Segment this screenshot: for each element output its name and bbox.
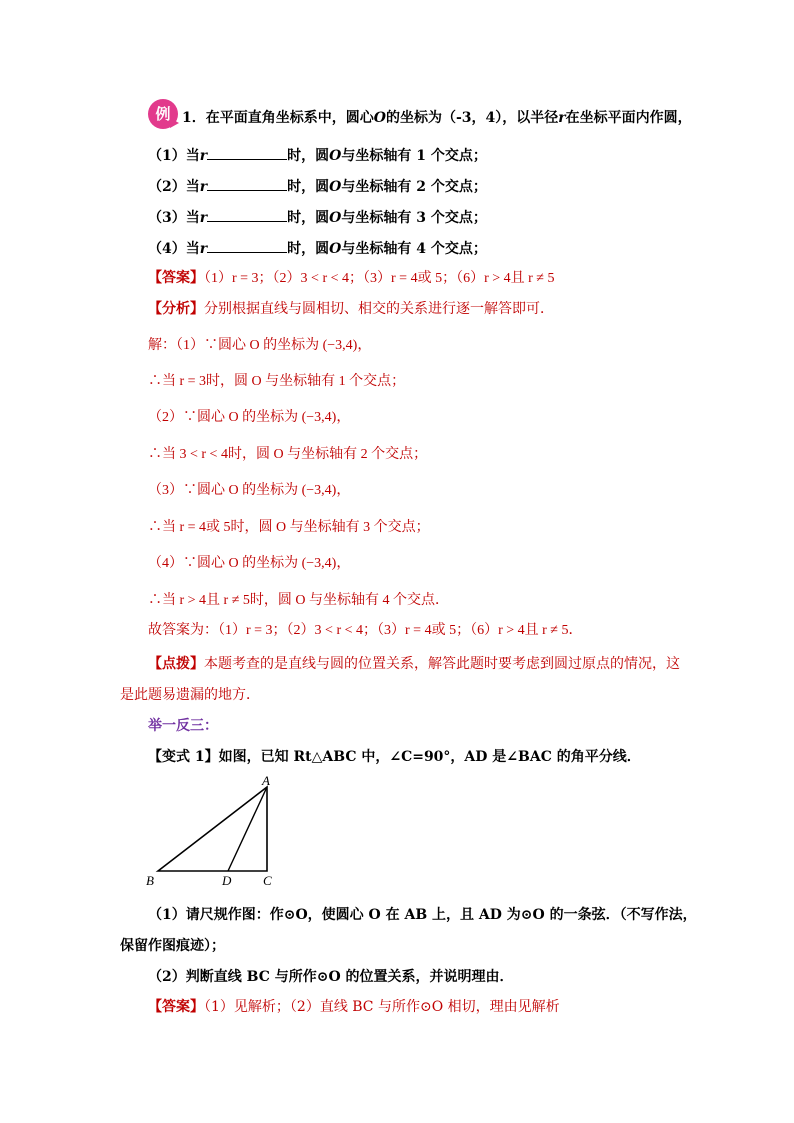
analysis-line [148, 299, 554, 319]
sub-item-prefix: （3）当 [148, 210, 200, 226]
answer-blank[interactable] [207, 175, 287, 191]
question-text: 1．在平面直角坐标系中，圆心 [182, 110, 374, 126]
example-badge: 例 [148, 99, 178, 129]
sub-item [148, 237, 487, 259]
sub-item-suffix: 时，圆 [287, 241, 330, 257]
answer-blank[interactable] [207, 144, 287, 160]
sub-item [148, 144, 487, 166]
analysis-tag: 【分析】 [148, 301, 204, 317]
answer-blank[interactable] [207, 206, 287, 222]
sub-item [148, 175, 487, 197]
solution-line: ∴当 r > 4且 r ≠ 5时，圆 O 与坐标轴有 4 个交点． [148, 593, 450, 608]
sub-item-tail: 与坐标轴有 4 个交点； [341, 241, 487, 257]
sub-item-tail: 与坐标轴有 3 个交点； [341, 210, 487, 226]
sub-item-o: O [329, 179, 342, 195]
triangle-figure [140, 775, 290, 893]
practice-q1: （1）请尺规作图：作⊙O，使圆心 O 在 AB 上，且 AD 为⊙O 的一条弦．（不写作法， [148, 907, 697, 923]
sub-item-o: O [329, 210, 342, 226]
sub-item-o: O [329, 241, 342, 257]
analysis-text: 分别根据直线与圆相切、相交的关系进行逐一解答即可． [204, 301, 554, 317]
solution-line: ∴当 r = 4或 5时，圆 O 与坐标轴有 3 个交点； [148, 520, 430, 535]
question-coord: 的坐标为（-3，4），以半径 [385, 110, 559, 126]
sub-item-r: r [199, 210, 208, 226]
sub-item-r: r [199, 241, 208, 257]
solution-line: ∴当 r = 3时，圆 O 与坐标轴有 1 个交点； [148, 374, 406, 389]
sub-item-prefix: （1）当 [148, 148, 200, 164]
practice-answer-line [148, 997, 560, 1017]
practice-heading: 举一反三： [148, 718, 218, 734]
tip-text: 本题考查的是直线与圆的位置关系，解答此题时要考虑到圆过原点的情况，这 [204, 656, 680, 672]
sub-item-prefix: （2）当 [148, 179, 200, 195]
sub-item-suffix: 时，圆 [287, 148, 330, 164]
practice-q1-cont: 保留作图痕迹）； [120, 938, 225, 954]
practice-answer-tag: 【答案】 [148, 999, 204, 1015]
label-c: C [263, 873, 272, 888]
center-o: O [373, 110, 386, 126]
variant-text: 如图，已知 Rt△ABC 中，∠C=90°，AD 是∠BAC 的角平分线． [218, 749, 641, 765]
solution-line: （4）∵圆心 O 的坐标为 (−3,4)， [148, 556, 351, 571]
sub-item-r: r [199, 179, 208, 195]
sub-item-o: O [329, 148, 342, 164]
practice-answer-text: （1）见解析；（2）直线 BC 与所作⊙O 相切，理由见解析 [204, 999, 560, 1015]
sub-item-suffix: 时，圆 [287, 210, 330, 226]
answer-blank[interactable] [207, 237, 287, 253]
label-a: A [262, 775, 270, 788]
solution-line: （3）∵圆心 O 的坐标为 (−3,4)， [148, 483, 351, 498]
question-line [182, 108, 692, 128]
triangle-abc [158, 787, 267, 871]
variant-tag: 【变式 1】 [148, 749, 219, 765]
sub-item [148, 206, 487, 228]
practice-q2: （2）判断直线 BC 与所作⊙O 的位置关系，并说明理由． [148, 969, 514, 985]
bisector-ad [228, 787, 267, 871]
tip-line [148, 654, 680, 674]
tip-line-2: 是此题易遗漏的地方． [120, 687, 260, 703]
label-b: B [146, 873, 154, 888]
solution-line: （2）∵圆心 O 的坐标为 (−3,4)， [148, 410, 351, 425]
label-d: D [222, 873, 232, 888]
question-tail: 在坐标平面内作圆， [565, 110, 692, 126]
sub-item-r: r [199, 148, 208, 164]
solution-final-answer: 故答案为：（1）r = 3；（2）3 < r < 4；（3）r = 4或 5；（6）r > 4且 r ≠ 5． [148, 623, 583, 638]
answer-line [148, 268, 554, 289]
variant-line [148, 747, 641, 767]
sub-item-suffix: 时，圆 [287, 179, 330, 195]
solution-line: ∴当 3 < r < 4时，圆 O 与坐标轴有 2 个交点； [148, 447, 428, 462]
answer-tag: 【答案】 [148, 270, 204, 286]
solution-line: 解：（1）∵圆心 O 的坐标为 (−3,4)， [148, 338, 372, 353]
tip-tag: 【点拨】 [148, 656, 204, 672]
sub-item-tail: 与坐标轴有 1 个交点； [341, 148, 487, 164]
sub-item-prefix: （4）当 [148, 241, 200, 257]
radius-r: r [558, 110, 566, 126]
sub-item-tail: 与坐标轴有 2 个交点； [341, 179, 487, 195]
answer-text: （1）r = 3；（2）3 < r < 4；（3）r = 4或 5；（6）r > 4且 r ≠ 5 [204, 271, 555, 286]
